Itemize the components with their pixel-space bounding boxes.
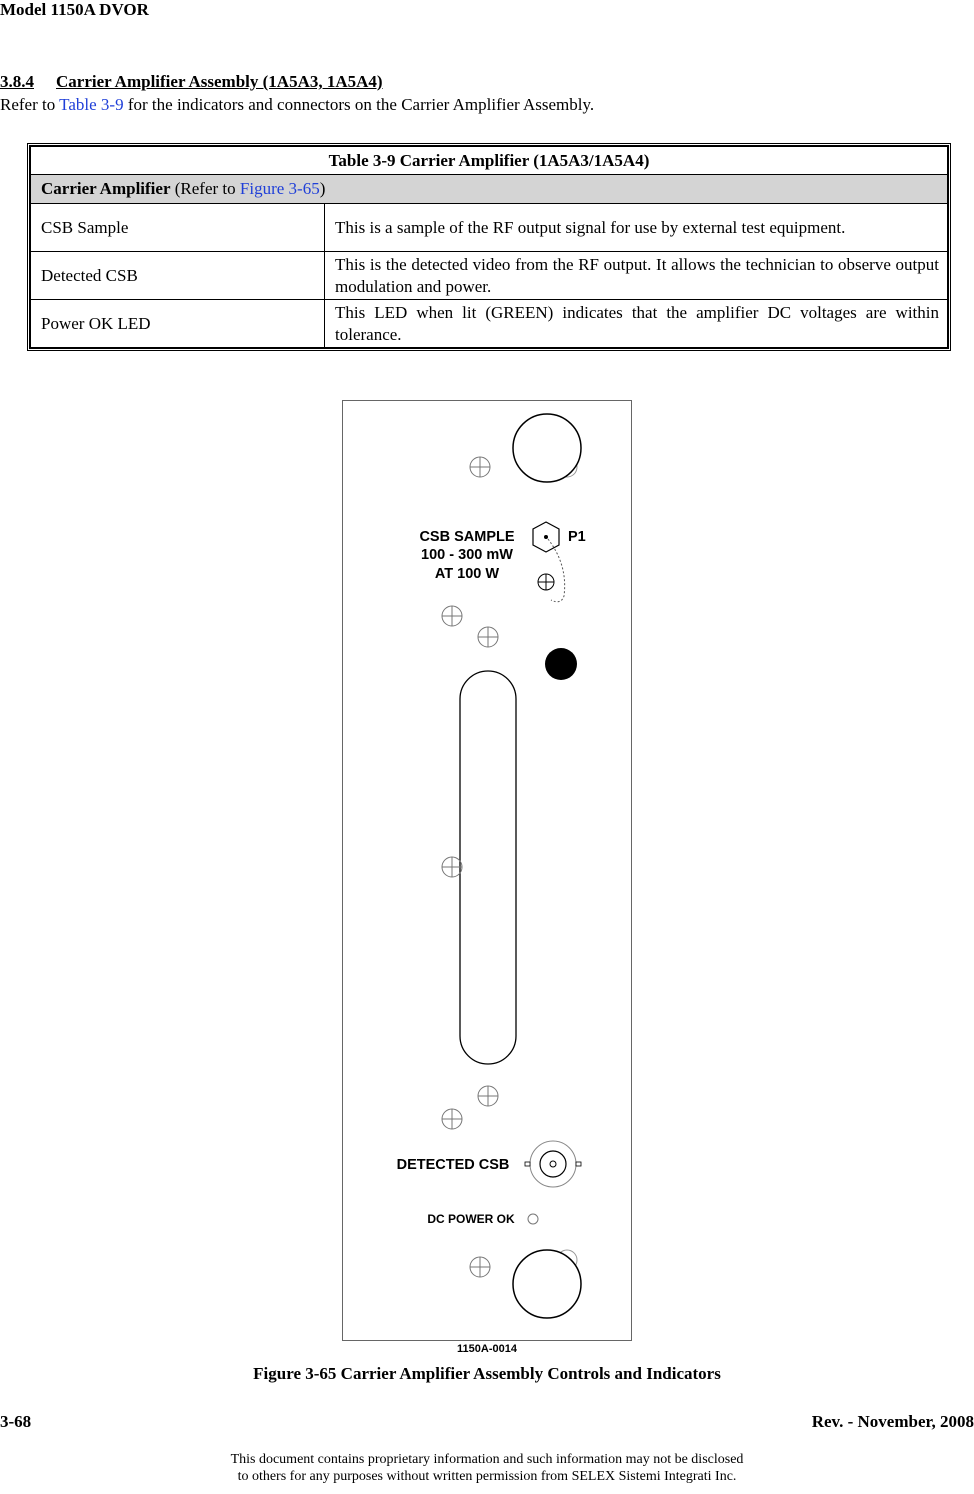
detected-csb-label: DETECTED CSB [396,1157,510,1173]
edge-connector-slot [460,671,516,1064]
row-name: CSB Sample [31,204,325,252]
group-text-before: (Refer to [170,179,240,198]
section-number: 3.8.4 [0,72,34,91]
csb-power-range-label: 100 - 300 mW [421,547,513,563]
intro-text-before: Refer to [0,95,60,114]
power-ok-led [528,1214,538,1224]
black-indicator-dot [545,648,577,680]
figure-caption: Figure 3-65 Carrier Amplifier Assembly Controls and Indicators [253,1364,721,1383]
proprietary-notice [0,1451,974,1485]
row-description: This is a sample of the RF output signal for use by external test equipment. [325,204,948,252]
top-mounting-hole [513,414,581,482]
dc-power-ok-label: DC POWER OK [427,1212,515,1226]
group-text-after: ) [319,179,326,198]
drawing-number-text: 1150A-0014 [457,1343,517,1355]
screw-icon [470,1257,490,1277]
revision-date: Rev. - November, 2008 [811,1412,974,1431]
figure-reference-link[interactable]: Figure 3-65 [239,179,320,198]
table-caption: Table 3-9 Carrier Amplifier (1A5A3/1A5A4) [31,147,948,175]
row-name: Power OK LED [31,300,325,348]
intro-text-after: for the indicators and connectors on the Carrier Amplifier Assembly. [123,95,595,114]
table-row [31,204,948,252]
page-number: 3-68 [0,1412,32,1431]
row-name: Detected CSB [31,252,325,300]
row-description: This LED when lit (GREEN) indicates that the amplifier DC voltages are within tolerance. [325,300,948,348]
indicator-table [27,143,951,351]
p1-label: P1 [568,529,586,545]
screw-icon [442,606,462,626]
proprietary-notice-line-1: This document contains proprietary information and such information may not be disclosed [230,1452,744,1467]
table-group-row [31,175,948,204]
section-heading [0,72,383,92]
screw-icon [442,857,462,877]
table-reference-link[interactable]: Table 3-9 [59,95,124,114]
screw-icon [470,457,490,477]
table-row [31,252,948,300]
section-title: Carrier Amplifier Assembly (1A5A3, 1A5A4) [56,72,383,91]
screw-icon [478,627,498,647]
table-row [31,300,948,348]
group-title: Carrier Amplifier [41,179,171,198]
screw-icon [478,1086,498,1106]
p1-pin [544,535,548,539]
carrier-amplifier-panel-drawing [342,400,632,1341]
csb-sample-label: CSB SAMPLE [419,529,515,545]
row-description: This is the detected video from the RF output. It allows the technician to observe output modulation and power. [325,252,948,300]
csb-at-power-label: AT 100 W [434,566,500,582]
p1-cap-screw-icon [538,574,554,590]
screw-icon [442,1109,462,1129]
bottom-mounting-hole [513,1250,581,1318]
proprietary-notice-line-2: to others for any purposes without written permission from SELEX Sistemi Integrati Inc. [237,1469,737,1484]
intro-paragraph [0,95,594,115]
document-header: Model 1150A DVOR [0,0,149,19]
